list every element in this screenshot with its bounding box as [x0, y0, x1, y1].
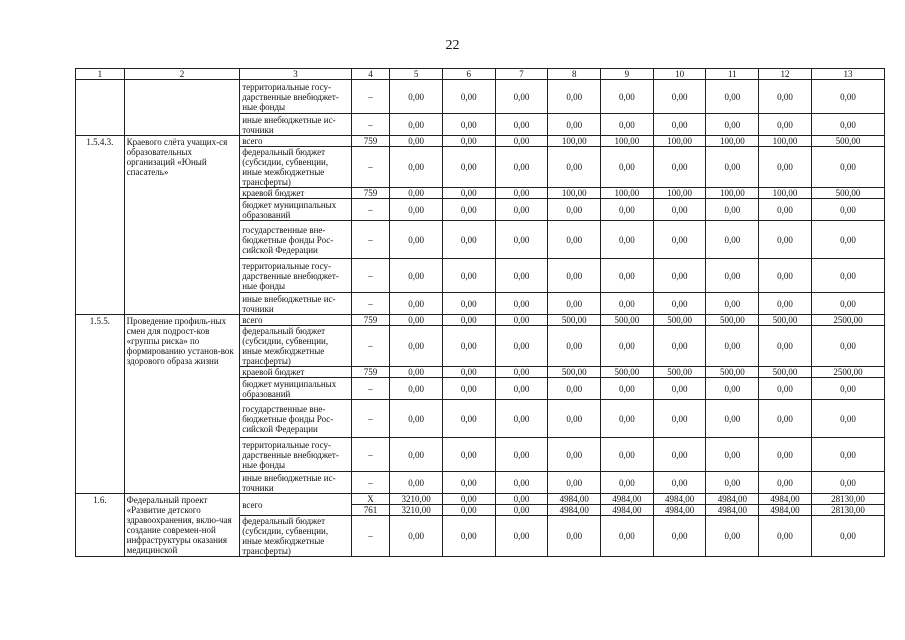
- amount-cell: 0,00: [390, 114, 443, 136]
- funding-source: всего: [240, 136, 352, 147]
- amount-cell: 0,00: [548, 400, 601, 438]
- amount-cell: 0,00: [495, 494, 548, 505]
- amount-cell: 100,00: [601, 188, 654, 199]
- amount-cell: 0,00: [390, 293, 443, 315]
- amount-cell: 0,00: [759, 80, 812, 114]
- amount-cell: 0,00: [548, 259, 601, 293]
- amount-cell: 4984,00: [653, 494, 706, 505]
- kbk-code: –: [351, 516, 390, 557]
- amount-cell: 0,00: [601, 114, 654, 136]
- amount-cell: 0,00: [811, 472, 884, 494]
- amount-cell: 0,00: [442, 293, 495, 315]
- amount-cell: 0,00: [548, 221, 601, 259]
- amount-cell: 0,00: [495, 400, 548, 438]
- amount-cell: 0,00: [442, 438, 495, 472]
- amount-cell: 0,00: [601, 438, 654, 472]
- amount-cell: 0,00: [759, 378, 812, 400]
- amount-cell: 0,00: [811, 378, 884, 400]
- amount-cell: 4984,00: [759, 505, 812, 516]
- amount-cell: 0,00: [811, 400, 884, 438]
- funding-source: территориальные госу-дарственные внебюджет-ные фонды: [240, 80, 352, 114]
- amount-cell: 0,00: [495, 472, 548, 494]
- amount-cell: 0,00: [390, 326, 443, 367]
- amount-cell: 2500,00: [811, 315, 884, 326]
- amount-cell: 0,00: [390, 259, 443, 293]
- amount-cell: 0,00: [706, 259, 759, 293]
- funding-source: государственные вне-бюджетные фонды Рос-сийской Федерации: [240, 221, 352, 259]
- amount-cell: 0,00: [759, 114, 812, 136]
- amount-cell: 500,00: [811, 136, 884, 147]
- amount-cell: 0,00: [390, 221, 443, 259]
- kbk-code: –: [351, 378, 390, 400]
- table-row: [76, 315, 885, 326]
- item-code: 1.5.5.: [76, 315, 125, 494]
- amount-cell: 0,00: [548, 114, 601, 136]
- amount-cell: 0,00: [759, 147, 812, 188]
- amount-cell: 0,00: [706, 326, 759, 367]
- amount-cell: 0,00: [706, 199, 759, 221]
- kbk-code: 759: [351, 188, 390, 199]
- amount-cell: 0,00: [548, 438, 601, 472]
- amount-cell: 4984,00: [601, 494, 654, 505]
- column-number: 11: [706, 69, 759, 80]
- amount-cell: 0,00: [601, 400, 654, 438]
- amount-cell: 4984,00: [759, 494, 812, 505]
- amount-cell: 0,00: [706, 80, 759, 114]
- column-number: 7: [495, 69, 548, 80]
- kbk-code: –: [351, 400, 390, 438]
- amount-cell: 0,00: [442, 114, 495, 136]
- amount-cell: 0,00: [759, 293, 812, 315]
- amount-cell: 28130,00: [811, 494, 884, 505]
- amount-cell: 2500,00: [811, 367, 884, 378]
- item-name: Федеральный проект «Развитие детского здравоохранения, вклю-чая создание современ-ной инфраструктуры оказания медицинской: [124, 494, 240, 557]
- amount-cell: 3210,00: [390, 505, 443, 516]
- amount-cell: 0,00: [706, 438, 759, 472]
- item-name: Краевого слёта учащих-ся образовательных организаций «Юный спасатель»: [124, 136, 240, 315]
- amount-cell: 0,00: [442, 516, 495, 557]
- funding-source: всего: [240, 315, 352, 326]
- amount-cell: 0,00: [442, 472, 495, 494]
- amount-cell: 100,00: [759, 136, 812, 147]
- amount-cell: 0,00: [442, 80, 495, 114]
- amount-cell: 0,00: [811, 147, 884, 188]
- amount-cell: 0,00: [653, 147, 706, 188]
- amount-cell: 0,00: [442, 199, 495, 221]
- amount-cell: 0,00: [653, 114, 706, 136]
- amount-cell: 0,00: [495, 315, 548, 326]
- kbk-code: –: [351, 472, 390, 494]
- amount-cell: 0,00: [601, 221, 654, 259]
- amount-cell: 500,00: [601, 367, 654, 378]
- amount-cell: 0,00: [706, 516, 759, 557]
- amount-cell: 0,00: [442, 259, 495, 293]
- amount-cell: 0,00: [653, 516, 706, 557]
- page-number: 22: [445, 38, 460, 53]
- funding-source: государственные вне-бюджетные фонды Рос-сийской Федерации: [240, 400, 352, 438]
- amount-cell: 0,00: [653, 199, 706, 221]
- funding-source: иные внебюджетные ис-точники: [240, 114, 352, 136]
- amount-cell: 3210,00: [390, 494, 443, 505]
- table-row: [76, 494, 885, 505]
- kbk-code: –: [351, 114, 390, 136]
- column-number: 2: [124, 69, 240, 80]
- amount-cell: 0,00: [759, 221, 812, 259]
- amount-cell: 0,00: [706, 400, 759, 438]
- amount-cell: 4984,00: [706, 505, 759, 516]
- column-number: 9: [601, 69, 654, 80]
- amount-cell: 0,00: [759, 516, 812, 557]
- amount-cell: 100,00: [548, 136, 601, 147]
- table-row: [76, 136, 885, 147]
- amount-cell: 0,00: [601, 80, 654, 114]
- column-number: 4: [351, 69, 390, 80]
- amount-cell: 0,00: [759, 326, 812, 367]
- amount-cell: 0,00: [811, 326, 884, 367]
- amount-cell: 100,00: [759, 188, 812, 199]
- amount-cell: 0,00: [601, 516, 654, 557]
- amount-cell: 100,00: [653, 136, 706, 147]
- item-code: 1.6.: [76, 494, 125, 557]
- amount-cell: 0,00: [390, 378, 443, 400]
- funding-source: бюджет муниципальных образований: [240, 378, 352, 400]
- amount-cell: 4984,00: [706, 494, 759, 505]
- amount-cell: 0,00: [601, 147, 654, 188]
- amount-cell: 0,00: [495, 293, 548, 315]
- amount-cell: 0,00: [495, 438, 548, 472]
- amount-cell: 0,00: [653, 438, 706, 472]
- funding-source: иные внебюджетные ис-точники: [240, 293, 352, 315]
- amount-cell: 0,00: [390, 136, 443, 147]
- amount-cell: 0,00: [495, 199, 548, 221]
- funding-source: федеральный бюджет (субсидии, субвенции, иные межбюджетные трансферты): [240, 147, 352, 188]
- amount-cell: 0,00: [706, 221, 759, 259]
- amount-cell: 500,00: [759, 315, 812, 326]
- amount-cell: 500,00: [811, 188, 884, 199]
- amount-cell: 0,00: [390, 315, 443, 326]
- amount-cell: 4984,00: [601, 505, 654, 516]
- kbk-code: Х: [351, 494, 390, 505]
- amount-cell: 0,00: [442, 221, 495, 259]
- kbk-code: 759: [351, 315, 390, 326]
- amount-cell: 0,00: [759, 438, 812, 472]
- amount-cell: 500,00: [601, 315, 654, 326]
- amount-cell: 0,00: [811, 114, 884, 136]
- kbk-code: –: [351, 326, 390, 367]
- funding-source: территориальные госу-дарственные внебюджет-ные фонды: [240, 259, 352, 293]
- amount-cell: 4984,00: [548, 494, 601, 505]
- kbk-code: 761: [351, 505, 390, 516]
- kbk-code: –: [351, 259, 390, 293]
- column-number: 3: [240, 69, 352, 80]
- amount-cell: 0,00: [759, 400, 812, 438]
- amount-cell: 0,00: [811, 438, 884, 472]
- amount-cell: 0,00: [495, 378, 548, 400]
- kbk-code: –: [351, 293, 390, 315]
- kbk-code: –: [351, 147, 390, 188]
- amount-cell: 500,00: [706, 367, 759, 378]
- amount-cell: 0,00: [495, 136, 548, 147]
- amount-cell: 0,00: [811, 293, 884, 315]
- item-name: [124, 80, 240, 136]
- kbk-code: –: [351, 438, 390, 472]
- amount-cell: 0,00: [390, 367, 443, 378]
- amount-cell: 500,00: [653, 315, 706, 326]
- amount-cell: 0,00: [548, 199, 601, 221]
- amount-cell: 100,00: [601, 136, 654, 147]
- amount-cell: 0,00: [759, 199, 812, 221]
- amount-cell: 0,00: [442, 367, 495, 378]
- amount-cell: 0,00: [442, 147, 495, 188]
- amount-cell: 0,00: [495, 259, 548, 293]
- amount-cell: 0,00: [548, 147, 601, 188]
- amount-cell: 0,00: [548, 472, 601, 494]
- amount-cell: 0,00: [601, 259, 654, 293]
- amount-cell: 0,00: [653, 400, 706, 438]
- amount-cell: 0,00: [601, 293, 654, 315]
- item-code: [76, 80, 125, 136]
- item-code: 1.5.4.3.: [76, 136, 125, 315]
- amount-cell: 0,00: [390, 80, 443, 114]
- funding-source: бюджет муниципальных образований: [240, 199, 352, 221]
- amount-cell: 0,00: [495, 516, 548, 557]
- amount-cell: 100,00: [548, 188, 601, 199]
- table-body: [76, 69, 885, 557]
- amount-cell: 0,00: [442, 505, 495, 516]
- amount-cell: 100,00: [706, 188, 759, 199]
- amount-cell: 500,00: [548, 367, 601, 378]
- amount-cell: 0,00: [495, 147, 548, 188]
- table-row: [76, 80, 885, 114]
- amount-cell: 0,00: [706, 472, 759, 494]
- amount-cell: 0,00: [442, 136, 495, 147]
- amount-cell: 0,00: [653, 378, 706, 400]
- amount-cell: 0,00: [759, 259, 812, 293]
- amount-cell: 0,00: [601, 378, 654, 400]
- amount-cell: 0,00: [495, 326, 548, 367]
- kbk-code: 759: [351, 136, 390, 147]
- amount-cell: 0,00: [811, 516, 884, 557]
- header-row: [76, 69, 885, 80]
- amount-cell: 0,00: [653, 326, 706, 367]
- amount-cell: 500,00: [548, 315, 601, 326]
- amount-cell: 0,00: [442, 188, 495, 199]
- amount-cell: 0,00: [548, 516, 601, 557]
- amount-cell: 28130,00: [811, 505, 884, 516]
- column-number: 10: [653, 69, 706, 80]
- kbk-code: –: [351, 199, 390, 221]
- amount-cell: 0,00: [390, 199, 443, 221]
- kbk-code: –: [351, 80, 390, 114]
- funding-source: территориальные госу-дарственные внебюджет-ные фонды: [240, 438, 352, 472]
- amount-cell: 0,00: [390, 472, 443, 494]
- amount-cell: 0,00: [548, 378, 601, 400]
- amount-cell: 0,00: [390, 516, 443, 557]
- amount-cell: 0,00: [495, 505, 548, 516]
- amount-cell: 0,00: [495, 114, 548, 136]
- kbk-code: –: [351, 221, 390, 259]
- amount-cell: 0,00: [653, 293, 706, 315]
- column-number: 1: [76, 69, 125, 80]
- funding-source: иные внебюджетные ис-точники: [240, 472, 352, 494]
- amount-cell: 0,00: [653, 472, 706, 494]
- column-number: 12: [759, 69, 812, 80]
- amount-cell: 0,00: [442, 315, 495, 326]
- amount-cell: 0,00: [811, 199, 884, 221]
- amount-cell: 0,00: [495, 80, 548, 114]
- amount-cell: 0,00: [653, 259, 706, 293]
- amount-cell: 0,00: [811, 259, 884, 293]
- amount-cell: 0,00: [390, 188, 443, 199]
- amount-cell: 100,00: [706, 136, 759, 147]
- amount-cell: 0,00: [442, 400, 495, 438]
- item-name: Проведение профиль-ных смен для подрост-ков «группы риска» по формированию установ-вок здорового образа жизни: [124, 315, 240, 494]
- amount-cell: 100,00: [653, 188, 706, 199]
- amount-cell: 0,00: [442, 378, 495, 400]
- amount-cell: 0,00: [495, 367, 548, 378]
- amount-cell: 0,00: [706, 114, 759, 136]
- amount-cell: 0,00: [442, 326, 495, 367]
- funding-source: федеральный бюджет (субсидии, субвенции, иные межбюджетные трансферты): [240, 326, 352, 367]
- amount-cell: 500,00: [706, 315, 759, 326]
- amount-cell: 0,00: [601, 472, 654, 494]
- column-number: 13: [811, 69, 884, 80]
- column-number: 6: [442, 69, 495, 80]
- amount-cell: 4984,00: [548, 505, 601, 516]
- amount-cell: 0,00: [601, 326, 654, 367]
- amount-cell: 0,00: [390, 147, 443, 188]
- funding-source: федеральный бюджет (субсидии, субвенции, иные межбюджетные трансферты): [240, 516, 352, 557]
- amount-cell: 0,00: [548, 326, 601, 367]
- amount-cell: 0,00: [811, 221, 884, 259]
- amount-cell: 0,00: [390, 438, 443, 472]
- budget-table: [75, 68, 885, 557]
- amount-cell: 0,00: [759, 472, 812, 494]
- amount-cell: 500,00: [759, 367, 812, 378]
- kbk-code: 759: [351, 367, 390, 378]
- column-number: 8: [548, 69, 601, 80]
- column-number: 5: [390, 69, 443, 80]
- amount-cell: 4984,00: [653, 505, 706, 516]
- amount-cell: 0,00: [442, 494, 495, 505]
- amount-cell: 0,00: [495, 188, 548, 199]
- amount-cell: 500,00: [653, 367, 706, 378]
- amount-cell: 0,00: [653, 221, 706, 259]
- amount-cell: 0,00: [548, 80, 601, 114]
- amount-cell: 0,00: [706, 293, 759, 315]
- amount-cell: 0,00: [390, 400, 443, 438]
- amount-cell: 0,00: [548, 293, 601, 315]
- amount-cell: 0,00: [601, 199, 654, 221]
- amount-cell: 0,00: [495, 221, 548, 259]
- amount-cell: 0,00: [706, 378, 759, 400]
- funding-source: всего: [240, 494, 352, 516]
- amount-cell: 0,00: [653, 80, 706, 114]
- amount-cell: 0,00: [706, 147, 759, 188]
- funding-source: краевой бюджет: [240, 188, 352, 199]
- funding-source: краевой бюджет: [240, 367, 352, 378]
- amount-cell: 0,00: [811, 80, 884, 114]
